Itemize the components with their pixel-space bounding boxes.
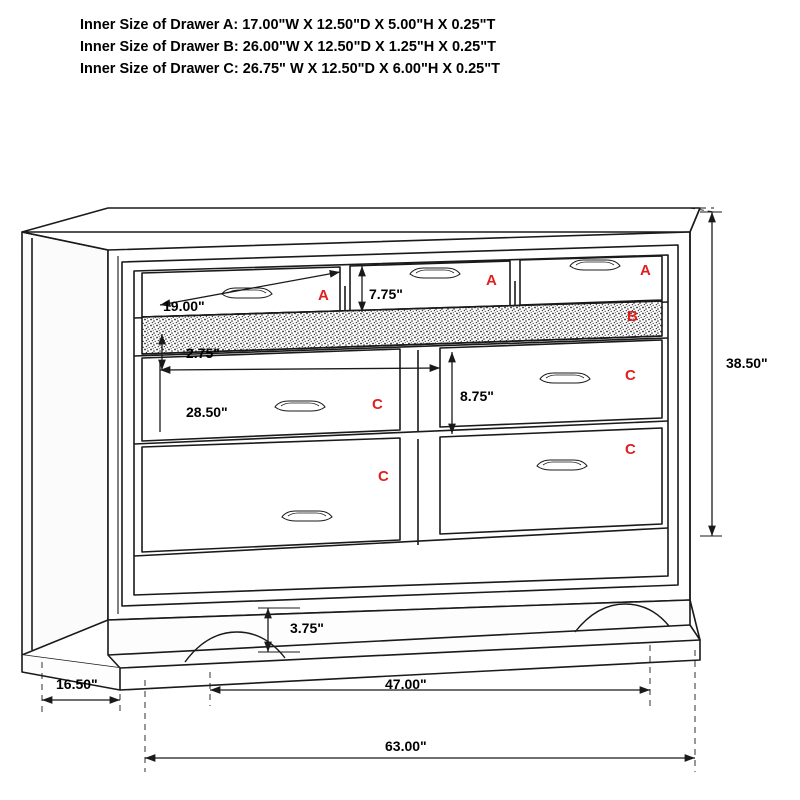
tag-drawer-a-right: A (640, 262, 651, 279)
spec-line-drawer-b: Inner Size of Drawer B: 26.00"W X 12.50"D X 1.25"H X 0.25"T (80, 39, 496, 55)
dim-total-width: 63.00" (385, 738, 427, 754)
dim-height-drawer-a: 7.75" (369, 286, 403, 302)
dim-height-drawer-c: 8.75" (460, 388, 494, 404)
tag-drawer-c-left-upper: C (372, 396, 383, 413)
tag-drawer-a-mid: A (486, 272, 497, 289)
dim-height-drawer-b: 2.75" (186, 345, 220, 361)
dim-base-height: 3.75" (290, 620, 324, 636)
tag-drawer-c-right-upper: C (625, 367, 636, 384)
spec-line-drawer-c: Inner Size of Drawer C: 26.75" W X 12.50"D X 6.00"H X 0.25"T (80, 61, 500, 77)
dim-total-height: 38.50" (726, 355, 768, 371)
dim-front-width: 47.00" (385, 676, 427, 692)
dim-width-top-left-drawer: 19.00" (163, 298, 205, 314)
tag-drawer-b: B (627, 308, 638, 325)
tag-drawer-c-left-lower: C (378, 468, 389, 485)
spec-line-drawer-a: Inner Size of Drawer A: 17.00"W X 12.50"D X 5.00"H X 0.25"T (80, 17, 496, 33)
tag-drawer-a-left: A (318, 287, 329, 304)
dim-width-drawer-c: 28.50" (186, 404, 228, 420)
dim-depth: 16.50" (56, 676, 98, 692)
tag-drawer-c-right-lower: C (625, 441, 636, 458)
